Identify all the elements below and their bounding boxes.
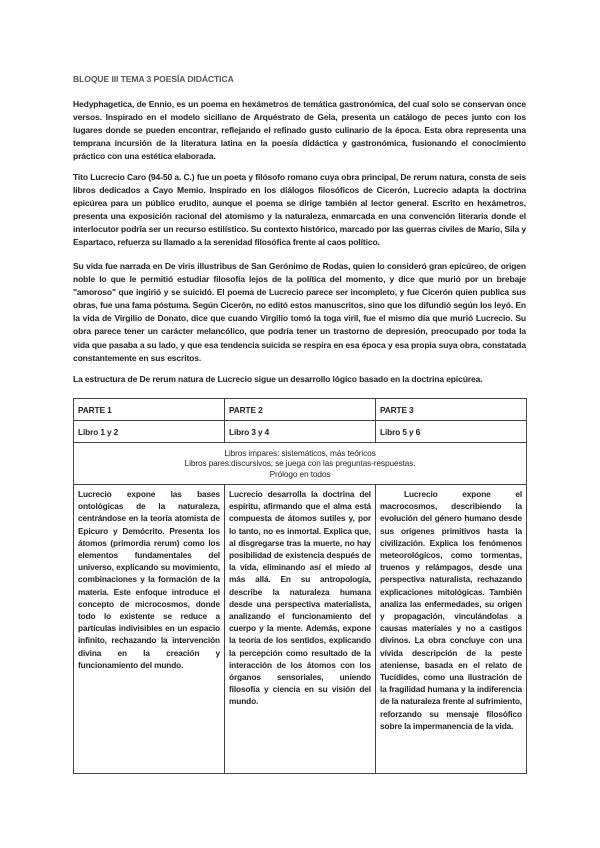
table-content-row (74, 485, 527, 774)
table-merged-row (74, 443, 527, 485)
merged-line-impares: Libros impares: sistemáticos, más teóricos (224, 447, 376, 458)
table-header-row (74, 399, 527, 421)
header-cell-parte-2: PARTE 2 (225, 399, 376, 421)
paragraph-estructura: La estructura de De rerum natura de Lucrecio sigue un desarrollo lógico basado en la doctrina epicúrea. (73, 374, 483, 384)
structure-table (73, 398, 527, 774)
document-title: BLOQUE III TEMA 3 POESÍA DIDÁCTICA (73, 74, 234, 84)
content-cell-parte-2: Lucrecio desarrolla la doctrina del espíritu, afirmando que el alma está compuesta de átomos sutiles y, por lo tanto, no es inmortal. Explica que, al disgregarse tras la muerte, no hay posibilidad de existencia después de la vida, eliminando así el miedo al más allá. En su antropología, describe la naturaleza humana desde una perspectiva materialista, analizando el funcionamiento del cuerpo y la mente. Además, expone la teoría de los sentidos, explicando la percepción como resultado de la interacción de los átomos con los órganos sensoriales, uniendo filosofía y ciencia en su visión del mundo. (225, 485, 376, 774)
books-cell-3: Libro 5 y 6 (376, 421, 527, 443)
header-cell-parte-3: PARTE 3 (376, 399, 527, 421)
merged-line-pares: Libros pares:discursivos, se juega con las preguntas-respuestas. (184, 458, 416, 469)
merged-note-cell (74, 443, 527, 485)
books-cell-1: Libro 1 y 2 (74, 421, 225, 443)
table-books-row (74, 421, 527, 443)
paragraph-hedyphagetica: Hedyphagetica, de Ennio, es un poema en hexámetros de temática gastronómica, del cual solo se conservan once versos. Inspirado en el modelo siciliano de Arquéstrato de Gela, presenta un catálogo de peces junto con los lugares donde se pueden encontrar, reflejando el refinado gusto culinario de la época. Esta obra representa una temprana incursión de la literatura latina en la poesía didáctica y gastronómica, fusionando el conocimiento práctico con una estética elaborada. (73, 99, 526, 162)
merged-line-prologo: Prólogo en todos (269, 468, 331, 479)
content-cell-parte-1: Lucrecio expone las bases ontológicas de la naturaleza, centrándose en la teoría atomista de Epicuro y Demócrito. Presenta los átomos (primordia rerum) como los elementos fundamentales del universo, explicando su movimiento, combinaciones y la formación de la materia. Este enfoque introduce el concepto de microcosmos, donde todo lo existente se reduce a partículas indivisibles en un espacio infinito, rechazando la intervención divina en la creación y funcionamiento del mundo. (74, 485, 225, 774)
paragraph-lucrecio-vida: Su vida fue narrada en De viris illustribus de San Gerónimo de Rodas, quien lo consideró gran epicúreo, de origen noble lo que le permitió estudiar filosofía lejos de la política del momento, y dice que murió por un brebaje "amoroso" que ingirió y se suicidó. El poema de Lucrecio parece ser incompleto, y fue Cicerón quien publica sus obras, fue una fama póstuma. Según Cicerón, no editó estos manuscritos, sino que los difundió según los leyó. En la vida de Virgilio de Donato, dice que cuando Virgilio tomó la toga viril, fue el mismo día que murió Lucrecio. Su obra parece tener un carácter melancólico, que podría tener un trastorno de depresión, preocupado por toda la vida que pasaba a su lado, y que esa tendencia suicida se respira en esa época y esa propia suya obra, constatada constantemente en sus escritos. (73, 261, 526, 363)
header-cell-parte-1: PARTE 1 (74, 399, 225, 421)
paragraph-lucrecio-intro: Tito Lucrecio Caro (94-50 a. C.) fue un poeta y filósofo romano cuya obra principal, De rerum natura, consta de seis libros dedicados a Cayo Memio. Inspirado en los diálogos filosóficos de Cicerón, Lucrecio adapta la doctrina epicúrea para un público erudito, aunque el poema se dirige también al lector general. Escrito en hexámetros, presenta una exposición racional del atomismo y la naturaleza, enmarcada en una convención literaria donde el interlocutor podría ser un recurso estilístico. Su contexto histórico, marcado por las guerras civiles de Mario, Sila y Espartaco, refuerza su llamado a la serenidad filosófica frente al caos político. (73, 172, 526, 248)
content-cell-parte-3: Lucrecio expone el macrocosmos, describiendo la evolución del género humano desde sus orígenes primitivos hasta la civilización. Explica los fenómenos meteorológicos, como tormentas, truenos y relámpagos, desde una perspectiva naturalista, rechazando explicaciones mitológicas. También analiza las enfermedades, su origen y propagación, vinculándolas a causas materiales y no a castigos divinos. La obra concluye con una vívida descripción de la peste ateniense, basada en el relato de Tucídides, como una ilustración de la fragilidad humana y la indiferencia de la naturaleza frente al sufrimiento, reforzando su mensaje filosófico sobre la impermanencia de la vida. (376, 485, 527, 774)
books-cell-2: Libro 3 y 4 (225, 421, 376, 443)
